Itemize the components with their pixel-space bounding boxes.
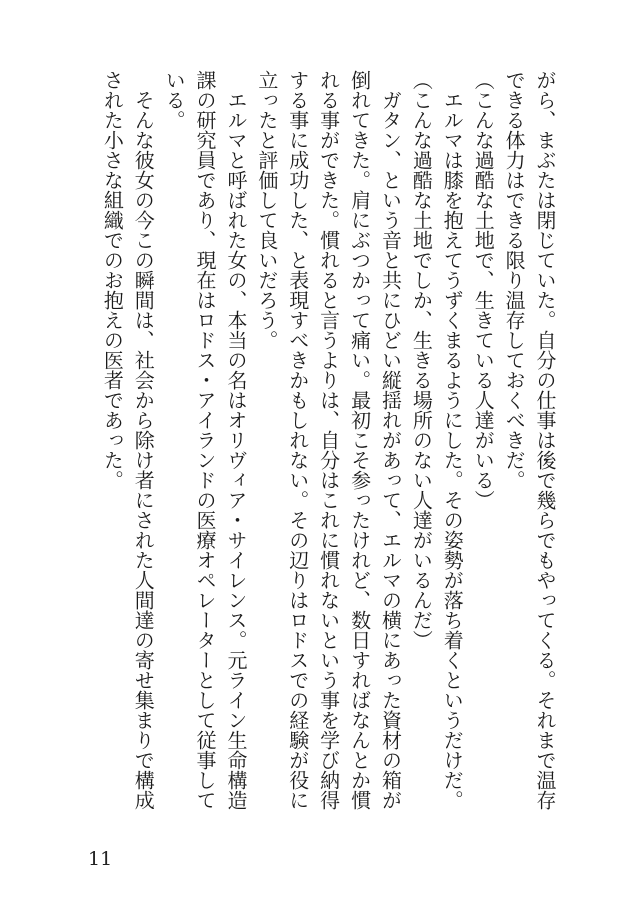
text-line: 立ったと評価して良いだろう。 [254, 70, 279, 350]
text-line: された小さな組織でのお抱えの医者であった。 [100, 70, 125, 490]
text-line: する事に成功した、と表現すべきかもしれない。その辺りはロドスでの経験が役に [285, 70, 310, 810]
text-line: （こんな過酷な土地でしか、生きる場所のない人達がいるんだ） [409, 70, 434, 650]
page-number: 11 [88, 848, 113, 870]
text-line: れる事ができた。慣れると言うよりは、自分はこれに慣れないという事を学び納得 [316, 70, 341, 810]
vertical-text-body [90, 70, 560, 830]
text-line: がら、まぶたは閉じていた。自分の仕事は後で幾らでもやってくる。それまで温存 [533, 70, 557, 810]
text-line: そんな彼女の今この瞬間は、社会から除け者にされた人間達の寄せ集まりで構成 [131, 70, 156, 810]
text-line: エルマと呼ばれた女の、本当の名はオリヴィア・サイレンス。元ライン生命構造 [223, 70, 248, 810]
text-line: ガタン、という音と共にひどい縦揺れがあって、エルマの横にあった資材の箱が [378, 70, 403, 810]
text-line: （こんな過酷な土地で、生きている人達がいる） [471, 70, 496, 510]
text-line: できる体力はできる限り温存しておくべきだ。 [502, 70, 527, 490]
text-line: 倒れてきた。肩にぶつかって痛い。最初こそ参ったけれど、数日すればなんとか慣 [347, 70, 372, 810]
text-line: いる。 [162, 70, 187, 130]
text-line: 課の研究員であり、現在はロドス・アイランドの医療オペレーターとして従事して [193, 70, 218, 810]
text-line: エルマは膝を抱えてうずくまるようにした。その姿勢が落ち着くというだけだ。 [440, 70, 465, 810]
